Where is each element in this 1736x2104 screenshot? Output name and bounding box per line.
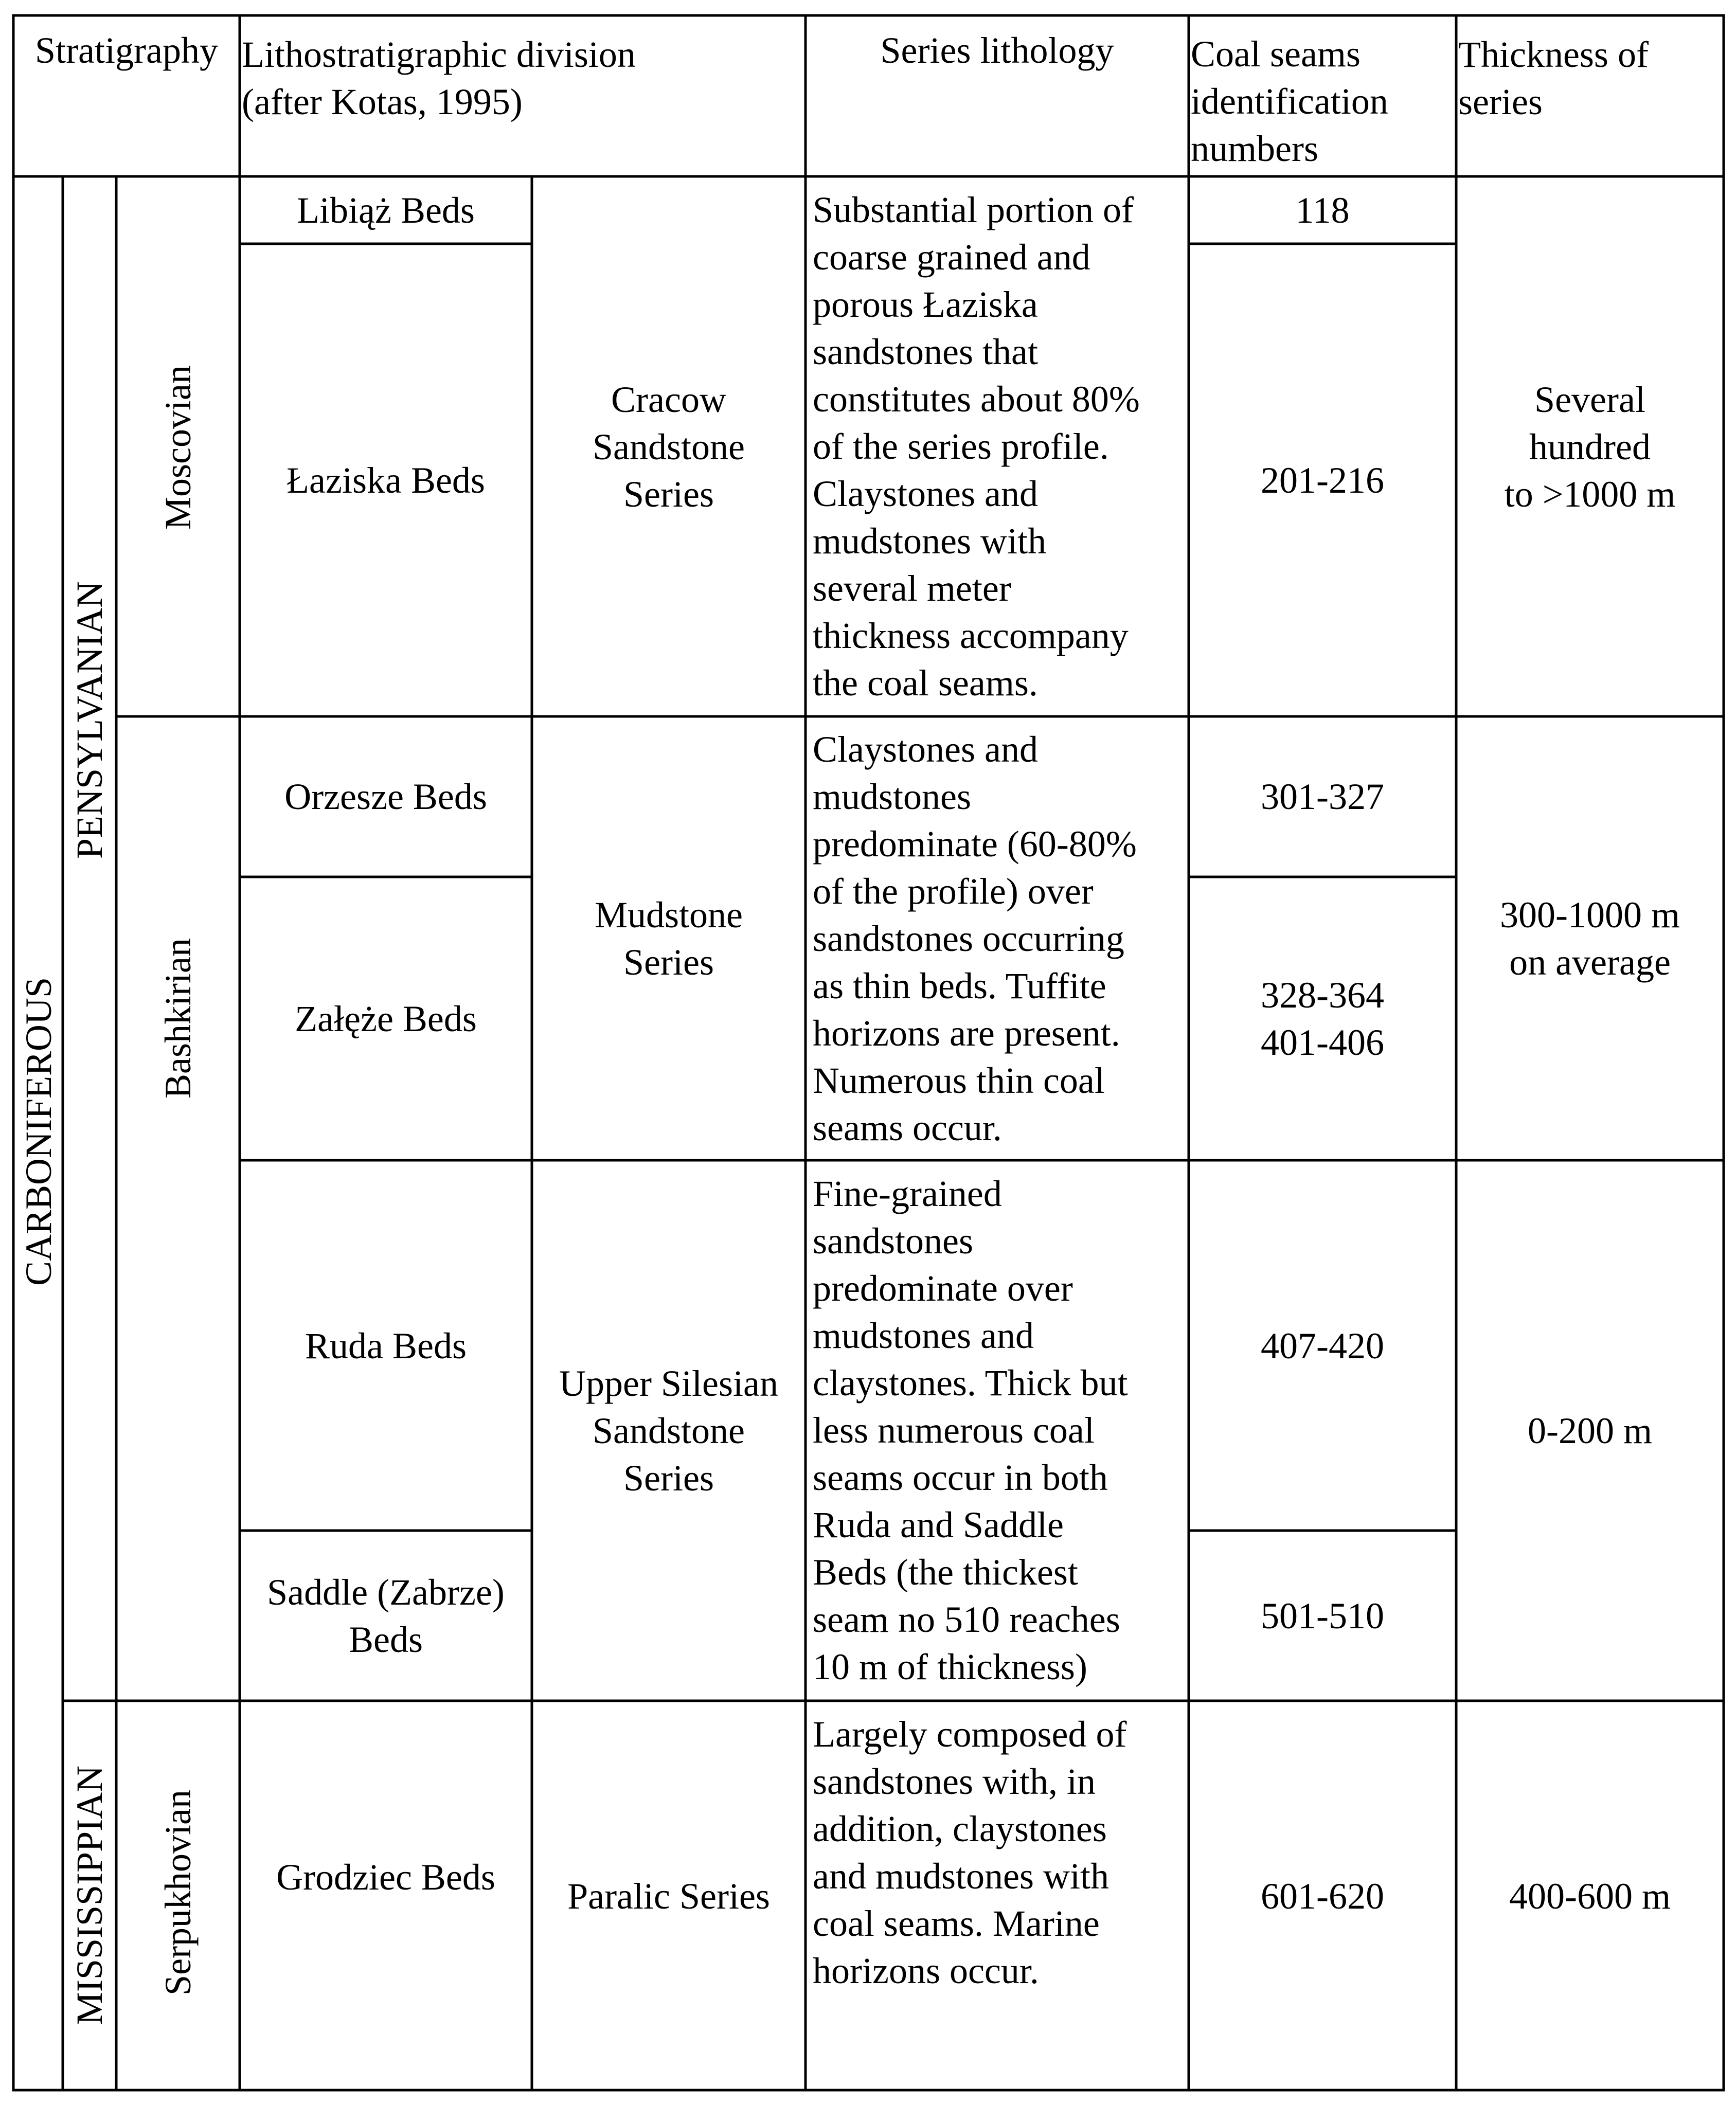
lithology-line: seams occur.: [813, 1107, 1002, 1148]
header-thick-line2: series: [1458, 81, 1543, 122]
lithology-line: Claystones and: [813, 729, 1038, 770]
bed-ruda-text: Ruda Beds: [305, 1325, 467, 1366]
coal-grodziec: [1191, 1702, 1454, 2090]
lithology-upper-silesian: [813, 1170, 1183, 1691]
coal-orzesze-text: 301-327: [1261, 776, 1384, 817]
header-coal-seams: [1191, 27, 1454, 176]
coal-libiaz: [1191, 178, 1454, 242]
thickness-cracow-line1: Several: [1534, 379, 1645, 420]
stage-bashkirian: [118, 864, 238, 1173]
lithology-line: claystones. Thick but: [813, 1362, 1128, 1404]
series-upper-line2: Sandstone: [593, 1410, 745, 1451]
thickness-mudstone-line2: on average: [1509, 942, 1671, 983]
series-paralic-text: Paralic Series: [567, 1876, 770, 1917]
lithology-line: sandstones that: [813, 331, 1038, 372]
lithology-line: of the series profile.: [813, 426, 1109, 467]
coal-zaleze: [1191, 878, 1454, 1159]
lithology-line: the coal seams.: [813, 662, 1038, 704]
coal-saddle: [1191, 1533, 1454, 1699]
lithology-line: thickness accompany: [813, 615, 1129, 656]
lithology-line: predominate over: [813, 1268, 1073, 1309]
series-cracow: [534, 178, 803, 715]
series-upper-line1: Upper Silesian: [559, 1363, 778, 1404]
subsystem-pensylvanian-text: PENSYLVANIAN: [69, 581, 111, 859]
bed-grodziec-text: Grodziec Beds: [276, 1857, 495, 1898]
lithology-line: Substantial portion of: [813, 189, 1134, 230]
lithology-line: sandstones: [813, 1220, 973, 1262]
bed-ruda: [242, 1162, 530, 1529]
bed-libiaz-text: Libiąż Beds: [297, 190, 475, 231]
lithology-line: Largely composed of: [813, 1714, 1127, 1755]
lithology-line: horizons occur.: [813, 1950, 1039, 1991]
lithology-line: of the profile) over: [813, 871, 1094, 912]
header-lithostratigraphic-division: [242, 27, 803, 130]
header-thick-line1: Thickness of: [1458, 34, 1649, 75]
bed-laziska-text: Łaziska Beds: [287, 460, 485, 501]
lithology-line: coarse grained and: [813, 237, 1090, 278]
lithology-line: as thin beds. Tuffite: [813, 965, 1106, 1006]
coal-laziska: [1191, 245, 1454, 715]
thickness-cracow: [1458, 178, 1722, 715]
lithology-line: less numerous coal: [813, 1410, 1095, 1451]
lithology-line: mudstones and: [813, 1315, 1034, 1356]
series-cracow-line3: Series: [623, 474, 714, 515]
subsystem-pensylvanian: [65, 463, 114, 977]
series-cracow-line2: Sandstone: [593, 426, 745, 467]
lithology-line: 10 m of thickness): [813, 1646, 1087, 1687]
stage-moscovian: [118, 309, 238, 586]
lithology-line: coal seams. Marine: [813, 1903, 1100, 1944]
lithology-line: several meter: [813, 568, 1011, 609]
system-label: [15, 823, 62, 1440]
lithology-line: predominate (60-80%: [813, 823, 1137, 865]
subsystem-mississippian-text: MISSISSIPPIAN: [69, 1765, 110, 2025]
lithology-line: sandstones with, in: [813, 1761, 1096, 1802]
system-text: CARBONIFEROUS: [18, 977, 59, 1286]
series-mudstone: [534, 718, 803, 1159]
lithology-line: constitutes about 80%: [813, 379, 1140, 420]
coal-saddle-text: 501-510: [1261, 1595, 1384, 1637]
series-cracow-line1: Cracow: [611, 379, 726, 420]
lithology-line: Claystones and: [813, 473, 1038, 514]
thickness-cracow-line3: to >1000 m: [1504, 474, 1676, 515]
header-stratigraphy-text: Stratigraphy: [35, 30, 218, 71]
header-series-lithology: [808, 27, 1187, 88]
header-coal-line1: Coal seams: [1191, 33, 1361, 75]
lithology-line: mudstones: [813, 776, 972, 817]
coal-ruda-text: 407-420: [1261, 1325, 1384, 1366]
thickness-cracow-line2: hundred: [1529, 426, 1651, 467]
thickness-mudstone: [1458, 718, 1722, 1159]
stage-moscovian-text: Moscovian: [157, 365, 199, 530]
thickness-upper-text: 0-200 m: [1528, 1410, 1652, 1451]
header-stratigraphy: [15, 27, 238, 88]
coal-grodziec-text: 601-620: [1261, 1876, 1384, 1917]
subsystem-mississippian: [65, 1728, 114, 2062]
coal-orzesze: [1191, 718, 1454, 875]
lithology-line: mudstones with: [813, 520, 1047, 562]
lithology-mudstone: [813, 726, 1183, 1152]
thickness-mudstone-line1: 300-1000 m: [1500, 894, 1680, 936]
header-coal-line3: numbers: [1191, 128, 1318, 169]
series-upper-silesian: [534, 1162, 803, 1699]
coal-zaleze-line2: 401-406: [1261, 1021, 1384, 1063]
stage-bashkirian-text: Bashkirian: [157, 938, 199, 1099]
thickness-upper-silesian: [1458, 1162, 1722, 1699]
coal-libiaz-text: 118: [1295, 190, 1350, 231]
lithology-line: Numerous thin coal: [813, 1060, 1105, 1101]
lithology-paralic: [813, 1711, 1183, 1994]
bed-libiaz: [242, 178, 530, 242]
coal-zaleze-line1: 328-364: [1261, 974, 1384, 1016]
lithology-line: and mudstones with: [813, 1856, 1109, 1897]
lithology-line: addition, claystones: [813, 1808, 1107, 1849]
lithology-line: Fine-grained: [813, 1173, 1002, 1214]
lithology-line: seams occur in both: [813, 1457, 1108, 1498]
bed-orzesze: [242, 718, 530, 875]
lithology-line: porous Łaziska: [813, 284, 1038, 325]
series-paralic: [534, 1702, 803, 2090]
bed-saddle: [242, 1533, 530, 1699]
lithology-line: Beds (the thickest: [813, 1552, 1078, 1593]
lithology-cracow: [813, 186, 1183, 707]
stage-serpukhovian: [118, 1738, 238, 2047]
stage-serpukhovian-text: Serpukhovian: [157, 1790, 199, 1995]
bed-orzesze-text: Orzesze Beds: [284, 776, 487, 817]
coal-ruda: [1191, 1162, 1454, 1529]
series-mudstone-line1: Mudstone: [595, 894, 743, 936]
header-litho-line1: Lithostratigraphic division: [242, 34, 636, 75]
bed-zaleze-text: Załęże Beds: [295, 998, 477, 1039]
thickness-paralic-text: 400-600 m: [1509, 1876, 1671, 1917]
header-coal-line2: identification: [1191, 81, 1388, 122]
lithology-line: horizons are present.: [813, 1013, 1120, 1054]
lithology-line: sandstones occurring: [813, 918, 1124, 959]
header-litho-line2: (after Kotas, 1995): [242, 81, 523, 122]
coal-laziska-text: 201-216: [1261, 460, 1384, 501]
series-upper-line3: Series: [623, 1458, 714, 1499]
header-lithology-text: Series lithology: [880, 30, 1114, 71]
bed-grodziec: [242, 1702, 530, 2052]
header-thickness: [1458, 27, 1722, 130]
bed-saddle-line1: Saddle (Zabrze): [267, 1572, 505, 1613]
bed-saddle-line2: Beds: [349, 1619, 423, 1660]
bed-laziska: [242, 245, 530, 715]
lithology-line: Ruda and Saddle: [813, 1504, 1064, 1545]
series-mudstone-line2: Series: [623, 942, 714, 983]
bed-zaleze: [242, 878, 530, 1159]
lithology-line: seam no 510 reaches: [813, 1599, 1120, 1640]
thickness-paralic: [1458, 1702, 1722, 2090]
